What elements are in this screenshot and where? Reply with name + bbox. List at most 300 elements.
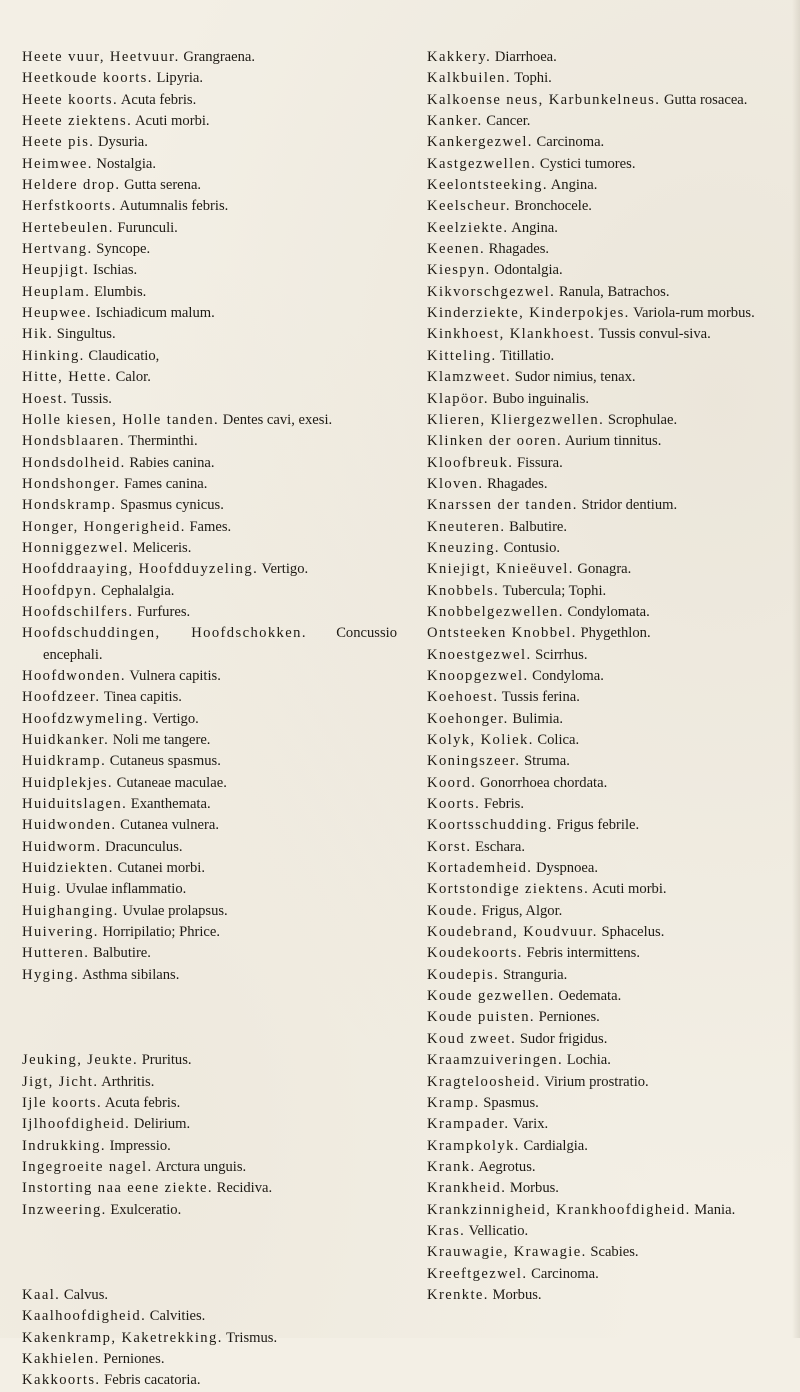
entry-term: Hik. <box>22 326 54 343</box>
entry-latin-translation: Cutanea vulnera. <box>120 817 219 834</box>
dictionary-entry <box>22 858 397 879</box>
entry-term: Inzweering. <box>22 1201 107 1218</box>
entry-latin-translation: Arctura unguis. <box>155 1158 247 1175</box>
dictionary-entry <box>427 773 799 794</box>
dictionary-entry <box>22 1349 397 1370</box>
dictionary-entry <box>427 1136 799 1157</box>
entry-term: Koude. <box>427 902 478 919</box>
dictionary-entry <box>22 1370 397 1391</box>
dictionary-entry <box>22 794 397 815</box>
entry-term: Hoofdschuddingen, Hoofdschokken. <box>22 625 307 642</box>
entry-latin-translation: Noli me tangere. <box>112 732 211 748</box>
dictionary-entry <box>22 879 397 900</box>
dictionary-entry <box>427 730 799 751</box>
entry-term: Klinken der ooren. <box>427 433 563 450</box>
dictionary-entry <box>22 1093 397 1114</box>
entry-term: Kneuteren. <box>427 518 506 535</box>
entry-term: Kakhielen. <box>22 1351 100 1367</box>
dictionary-entry <box>427 581 799 602</box>
section-gap <box>22 986 397 1050</box>
entry-term: Kakkoorts. <box>22 1372 101 1389</box>
dictionary-entry <box>22 559 397 580</box>
dictionary-entry <box>22 943 397 964</box>
entry-latin-translation: Vertigo. <box>152 710 199 727</box>
dictionary-entry <box>22 517 397 538</box>
dictionary-entry <box>22 1157 397 1178</box>
entry-term: Hoofddraaying, Hoofdduyzeling. <box>22 561 259 578</box>
entry-latin-translation: Tussis convul-siva. <box>598 326 711 343</box>
entry-latin-translation: Impressio. <box>109 1137 171 1154</box>
dictionary-entry <box>22 602 397 623</box>
entry-latin-translation: Condyloma. <box>532 667 604 684</box>
entry-term: Honger, Hongerigheid. <box>22 518 186 535</box>
entry-latin-translation: Cephalalgia. <box>101 582 175 599</box>
entry-term: Koudepis. <box>427 966 500 983</box>
entry-latin-translation: Variola-rum morbus. <box>633 305 755 322</box>
dictionary-entry <box>427 538 799 559</box>
dictionary-entry <box>22 1200 397 1221</box>
entry-latin-translation: Singultus. <box>56 326 116 343</box>
dictionary-entry <box>22 474 397 495</box>
entry-term: Kakkery. <box>427 49 492 65</box>
dictionary-entry <box>22 303 397 324</box>
entry-latin-translation: Elumbis. <box>94 283 147 300</box>
entry-latin-translation: Cutaneus spasmus. <box>109 753 221 770</box>
entry-latin-translation: Colica. <box>537 732 580 748</box>
entry-latin-translation: Bronchocele. <box>514 198 592 215</box>
entry-term: Kolyk, Koliek. <box>427 732 534 748</box>
entry-term: Kloven. <box>427 475 484 492</box>
entry-latin-translation: Lipyria. <box>156 70 204 87</box>
entry-latin-translation: Perniones. <box>103 1351 165 1367</box>
entry-term: Kramp. <box>427 1094 480 1111</box>
entry-latin-translation: Cancer. <box>486 113 531 130</box>
entry-term: Ontsteeken Knobbel. <box>427 625 577 642</box>
entry-term: Huidworm. <box>22 838 102 855</box>
entry-term: Knobbelgezwellen. <box>427 603 564 620</box>
dictionary-entry <box>427 1114 799 1135</box>
entry-term: Herfstkoorts. <box>22 198 117 215</box>
entry-latin-translation: Uvulae prolapsus. <box>122 902 228 919</box>
entry-latin-translation: Rhagades. <box>487 475 548 492</box>
entry-term: Koud zweet. <box>427 1030 517 1047</box>
entry-term: Koortsschudding. <box>427 817 553 834</box>
dictionary-entry <box>427 196 799 217</box>
entry-term: Hoofdwonden. <box>22 667 126 684</box>
entry-latin-translation: Grangraena. <box>183 49 256 65</box>
entry-latin-translation: Morbus. <box>492 1286 542 1303</box>
dictionary-entry <box>22 282 397 303</box>
entry-term: Hertebeulen. <box>22 219 114 236</box>
dictionary-entry <box>427 495 799 516</box>
dictionary-entry <box>22 175 397 196</box>
entry-latin-translation: Fames. <box>189 518 232 535</box>
dictionary-entry <box>427 751 799 772</box>
dictionary-entry <box>427 1285 799 1306</box>
entry-term: Huivering. <box>22 924 99 941</box>
entry-term: Hondshonger. <box>22 475 121 492</box>
entry-term: Kankergezwel. <box>427 134 533 151</box>
entry-latin-translation: Bubo inguinalis. <box>492 390 590 407</box>
dictionary-entry <box>427 260 799 281</box>
entry-term: Huidkanker. <box>22 732 110 748</box>
entry-latin-translation: Spasmus cynicus. <box>120 497 224 514</box>
entry-term: Knarssen der tanden. <box>427 497 578 514</box>
entry-term: Ijle koorts. <box>22 1094 103 1111</box>
entry-term: Ijlhoofdigheid. <box>22 1116 131 1133</box>
entry-latin-translation: Dentes cavi, exesi. <box>222 411 333 428</box>
entry-term: Koehoest. <box>427 689 499 706</box>
entry-term: Heete ziektens. <box>22 113 133 130</box>
entry-term: Keelziekte. <box>427 219 509 236</box>
entry-term: Kanker. <box>427 113 483 130</box>
entry-term: Jigt, Jicht. <box>22 1073 99 1090</box>
entry-term: Kras. <box>427 1222 466 1239</box>
entry-latin-translation: Scrophulae. <box>607 411 678 428</box>
entry-term: Kreeftgezwel. <box>427 1265 528 1282</box>
entry-term: Knobbels. <box>427 582 500 599</box>
entry-latin-translation: Varix. <box>512 1116 549 1133</box>
entry-term: Huidplekjes. <box>22 774 113 791</box>
entry-latin-translation: Febris cacatoria. <box>104 1372 201 1389</box>
dictionary-entry <box>22 495 397 516</box>
entry-term: Heuplam. <box>22 283 91 300</box>
entry-term: Hitte, Hette. <box>22 369 112 386</box>
entry-term: Heupwee. <box>22 305 92 322</box>
dictionary-entry <box>22 1072 397 1093</box>
entry-term: Hondskramp. <box>22 497 117 514</box>
dictionary-entry <box>427 858 799 879</box>
dictionary-entry <box>427 1178 799 1199</box>
entry-term: Hyging. <box>22 966 80 983</box>
dictionary-entry <box>22 196 397 217</box>
dictionary-entry <box>22 47 397 68</box>
entry-latin-translation: Dysuria. <box>98 134 148 151</box>
dictionary-entry <box>22 453 397 474</box>
entry-term: Heetkoude koorts. <box>22 70 153 87</box>
entry-latin-translation: Virium prostratio. <box>544 1073 649 1090</box>
entry-term: Kakenkramp, Kaketrekking. <box>22 1329 223 1346</box>
dictionary-entry <box>427 132 799 153</box>
entry-latin-translation: Frigus febrile. <box>556 817 640 834</box>
dictionary-entry <box>22 239 397 260</box>
entry-term: Keelontsteeking. <box>427 177 548 194</box>
dictionary-entry <box>427 431 799 452</box>
dictionary-entry <box>427 1264 799 1285</box>
dictionary-entry <box>427 965 799 986</box>
entry-latin-translation: Ischias. <box>92 262 138 279</box>
entry-latin-translation: Pruritus. <box>141 1052 192 1069</box>
dictionary-entry <box>22 666 397 687</box>
entry-term: Krauwagie, Krawagie. <box>427 1244 587 1261</box>
entry-term: Heimwee. <box>22 155 93 172</box>
entry-term: Honniggezwel. <box>22 539 129 556</box>
entry-term: Kortademheid. <box>427 860 533 877</box>
entry-term: Hoofdschilfers. <box>22 603 134 620</box>
dictionary-entry <box>427 218 799 239</box>
entry-latin-translation: Gonorrhoea chordata. <box>480 774 608 791</box>
dictionary-entry <box>22 1328 397 1349</box>
entry-latin-translation: Sphacelus. <box>601 924 665 941</box>
dictionary-entry <box>427 154 799 175</box>
entry-latin-translation: Titillatio. <box>499 347 555 364</box>
dictionary-entry <box>22 815 397 836</box>
entry-latin-translation: Gutta serena. <box>124 177 202 194</box>
entry-latin-translation: Horripilatio; Phrice. <box>102 924 221 941</box>
entry-latin-translation: Meliceris. <box>132 539 192 556</box>
left-column <box>22 47 397 1392</box>
entry-latin-translation: Contusio. <box>503 539 561 556</box>
entry-term: Koude gezwellen. <box>427 988 555 1005</box>
entry-latin-translation: Tussis ferina. <box>501 689 580 706</box>
entry-term: Koudekoorts. <box>427 945 523 962</box>
entries-block-h <box>22 47 397 986</box>
dictionary-entry <box>427 1093 799 1114</box>
dictionary-entry <box>22 132 397 153</box>
dictionary-entry <box>427 453 799 474</box>
entry-latin-translation: Angina. <box>511 219 558 236</box>
entry-term: Holle kiesen, Holle tanden. <box>22 411 220 428</box>
entry-term: Kalkoense neus, Karbunkelneus. <box>427 91 661 108</box>
entry-latin-translation: Concussio encephali. <box>43 625 397 663</box>
entry-latin-translation: Uvulae inflammatio. <box>65 881 187 898</box>
dictionary-entry <box>427 239 799 260</box>
entry-latin-translation: Furfures. <box>137 603 191 620</box>
entry-latin-translation: Sudor frigidus. <box>519 1030 608 1047</box>
entry-term: Koorts. <box>427 796 481 813</box>
dictionary-entry <box>427 389 799 410</box>
entry-latin-translation: Acuti morbi. <box>591 881 667 898</box>
dictionary-entry <box>427 645 799 666</box>
entry-term: Kinkhoest, Klankhoest. <box>427 326 596 343</box>
dictionary-entry <box>22 90 397 111</box>
dictionary-entry <box>22 623 397 666</box>
entry-latin-translation: Scirrhus. <box>535 646 588 663</box>
entry-term: Indrukking. <box>22 1137 106 1154</box>
entry-term: Klieren, Kliergezwellen. <box>427 411 605 428</box>
entries-block-k <box>22 1285 397 1392</box>
entry-term: Keenen. <box>427 241 486 258</box>
entry-term: Keelscheur. <box>427 198 511 215</box>
entry-latin-translation: Fames canina. <box>123 475 208 492</box>
dictionary-entry <box>427 175 799 196</box>
entry-term: Huig. <box>22 881 62 898</box>
section-gap <box>22 1221 397 1285</box>
dictionary-entry <box>22 111 397 132</box>
entry-term: Kikvorschgezwel. <box>427 283 556 300</box>
dictionary-entry <box>427 324 799 345</box>
dictionary-entry <box>427 90 799 111</box>
entry-term: Kragteloosheid. <box>427 1073 541 1090</box>
entry-term: Knoopgezwel. <box>427 667 529 684</box>
entry-latin-translation: Dracunculus. <box>105 838 183 855</box>
entry-latin-translation: Recidiva. <box>216 1180 273 1197</box>
entry-latin-translation: Trismus. <box>226 1329 278 1346</box>
entry-latin-translation: Stridor dentium. <box>581 497 678 514</box>
entry-term: Korst. <box>427 838 472 855</box>
entries-block-k-continued <box>427 47 799 1306</box>
entry-latin-translation: Frigus, Algor. <box>481 902 563 919</box>
dictionary-entry <box>22 751 397 772</box>
dictionary-entry <box>22 687 397 708</box>
entry-term: Koord. <box>427 774 477 791</box>
dictionary-entry <box>22 901 397 922</box>
entry-latin-translation: Balbutire. <box>509 518 568 535</box>
dictionary-entry <box>22 410 397 431</box>
entry-latin-translation: Vertigo. <box>261 561 309 578</box>
entry-latin-translation: Exanthemata. <box>130 796 211 813</box>
dictionary-entry <box>22 1285 397 1306</box>
entry-term: Koningszeer. <box>427 753 521 770</box>
entry-term: Ingegroeite nagel. <box>22 1158 153 1175</box>
entry-latin-translation: Acuta febris. <box>104 1094 181 1111</box>
entry-term: Koudebrand, Koudvuur. <box>427 924 598 941</box>
dictionary-entry <box>427 666 799 687</box>
dictionary-entry <box>427 1200 799 1221</box>
dictionary-entry <box>22 730 397 751</box>
entry-latin-translation: Calvus. <box>63 1286 109 1303</box>
entry-latin-translation: Cystici tumores. <box>539 155 636 172</box>
entry-term: Hondsblaaren. <box>22 433 125 450</box>
dictionary-entry <box>22 346 397 367</box>
dictionary-entry <box>22 154 397 175</box>
entry-latin-translation: Furunculi. <box>117 219 178 236</box>
entry-term: Heete pis. <box>22 134 95 151</box>
dictionary-entry <box>427 623 799 644</box>
entry-term: Kalkbuilen. <box>427 70 511 87</box>
dictionary-entry <box>427 1029 799 1050</box>
dictionary-entry <box>22 1114 397 1135</box>
entry-latin-translation: Diarrhoea. <box>494 49 557 65</box>
entry-term: Krampkolyk. <box>427 1137 520 1154</box>
entry-latin-translation: Febris. <box>483 796 524 813</box>
entry-term: Knoestgezwel. <box>427 646 532 663</box>
entry-term: Klamzweet. <box>427 369 512 386</box>
dictionary-entry <box>22 1136 397 1157</box>
entry-term: Hertvang. <box>22 241 93 258</box>
entry-term: Krenkte. <box>427 1286 489 1303</box>
entry-term: Hinking. <box>22 347 85 364</box>
entry-latin-translation: Perniones. <box>538 1009 600 1026</box>
entry-latin-translation: Cardialgia. <box>523 1137 588 1154</box>
entry-term: Huighanging. <box>22 902 119 919</box>
dictionary-entry <box>427 559 799 580</box>
entry-term: Heete vuur, Heetvuur. <box>22 49 180 65</box>
entry-latin-translation: Ranula, Batrachos. <box>558 283 670 300</box>
entry-latin-translation: Odontalgia. <box>494 262 563 279</box>
dictionary-entry <box>427 1050 799 1071</box>
dictionary-entry <box>22 1178 397 1199</box>
right-column <box>427 47 799 1306</box>
entry-term: Instorting naa eene ziekte. <box>22 1180 213 1197</box>
entry-latin-translation: Carcinoma. <box>536 134 605 151</box>
entry-latin-translation: Calvities. <box>149 1308 206 1325</box>
entry-term: Koehonger. <box>427 710 509 727</box>
dictionary-entry <box>427 815 799 836</box>
dictionary-entry <box>427 1242 799 1263</box>
dictionary-entry <box>427 602 799 623</box>
entry-latin-translation: Morbus. <box>509 1180 559 1197</box>
entry-latin-translation: Cutanei morbi. <box>117 860 205 877</box>
entry-term: Heldere drop. <box>22 177 121 194</box>
entry-latin-translation: Arthritis. <box>101 1073 155 1090</box>
entry-latin-translation: Tinea capitis. <box>103 689 182 706</box>
dictionary-entry <box>22 1306 397 1327</box>
dictionary-entry <box>427 517 799 538</box>
entry-latin-translation: Nostalgia. <box>96 155 157 172</box>
dictionary-entry <box>427 367 799 388</box>
entry-term: Kaalhoofdigheid. <box>22 1308 147 1325</box>
entry-term: Kneuzing. <box>427 539 500 556</box>
entry-latin-translation: Delirium. <box>133 1116 191 1133</box>
entry-term: Kraamzuiveringen. <box>427 1052 564 1069</box>
entry-latin-translation: Acuta febris. <box>120 91 197 108</box>
entry-latin-translation: Acuti morbi. <box>134 113 210 130</box>
entry-term: Huidwonden. <box>22 817 117 834</box>
dictionary-entry <box>22 218 397 239</box>
dictionary-entry <box>427 111 799 132</box>
entry-term: Huiduitslagen. <box>22 796 128 813</box>
entry-latin-translation: Tophi. <box>514 70 552 87</box>
dictionary-entry <box>427 986 799 1007</box>
entry-latin-translation: Angina. <box>550 177 598 194</box>
dictionary-entry <box>427 922 799 943</box>
entry-latin-translation: Condylomata. <box>567 603 650 620</box>
entry-term: Huidkramp. <box>22 753 107 770</box>
dictionary-entry <box>427 709 799 730</box>
entries-block-i <box>22 1050 397 1221</box>
dictionary-entry <box>22 68 397 89</box>
dictionary-entry <box>22 1050 397 1071</box>
dictionary-entry <box>22 324 397 345</box>
dictionary-entry <box>427 1157 799 1178</box>
entry-latin-translation: Scabies. <box>590 1244 639 1261</box>
entry-term: Kinderziekte, Kinderpokjes. <box>427 305 630 322</box>
entry-latin-translation: Vulnera capitis. <box>129 667 221 684</box>
dictionary-entry <box>22 260 397 281</box>
entry-latin-translation: Eschara. <box>475 838 525 855</box>
entry-latin-translation: Spasmus. <box>483 1094 539 1111</box>
entry-latin-translation: Bulimia. <box>512 710 564 727</box>
dictionary-entry <box>22 538 397 559</box>
entry-term: Hoofdpyn. <box>22 582 98 599</box>
entry-term: Kloofbreuk. <box>427 454 514 471</box>
entry-latin-translation: Aurium tinnitus. <box>564 433 662 450</box>
dictionary-entry <box>22 965 397 986</box>
entry-latin-translation: Autumnalis febris. <box>119 198 229 215</box>
entry-term: Heupjigt. <box>22 262 90 279</box>
dictionary-entry <box>427 1007 799 1028</box>
dictionary-entry <box>427 837 799 858</box>
entry-term: Kaal. <box>22 1286 61 1303</box>
dictionary-entry <box>427 687 799 708</box>
dictionary-entry <box>22 922 397 943</box>
entry-latin-translation: Asthma sibilans. <box>82 966 180 983</box>
entry-term: Krankzinnigheid, Krankhoofdigheid. <box>427 1201 691 1218</box>
entry-latin-translation: Rhagades. <box>488 241 550 258</box>
dictionary-entry <box>22 389 397 410</box>
dictionary-entry <box>427 1221 799 1242</box>
entry-latin-translation: Sudor nimius, tenax. <box>514 369 636 386</box>
entry-latin-translation: Lochia. <box>566 1052 611 1069</box>
entry-latin-translation: Aegrotus. <box>478 1158 536 1175</box>
entry-term: Krank. <box>427 1158 476 1175</box>
entry-latin-translation: Dyspnoea. <box>535 860 598 877</box>
entry-latin-translation: Struma. <box>524 753 570 770</box>
entry-latin-translation: Claudicatio, <box>88 347 160 364</box>
entry-term: Krankheid. <box>427 1180 507 1197</box>
page-edge-shadow <box>792 0 800 1338</box>
